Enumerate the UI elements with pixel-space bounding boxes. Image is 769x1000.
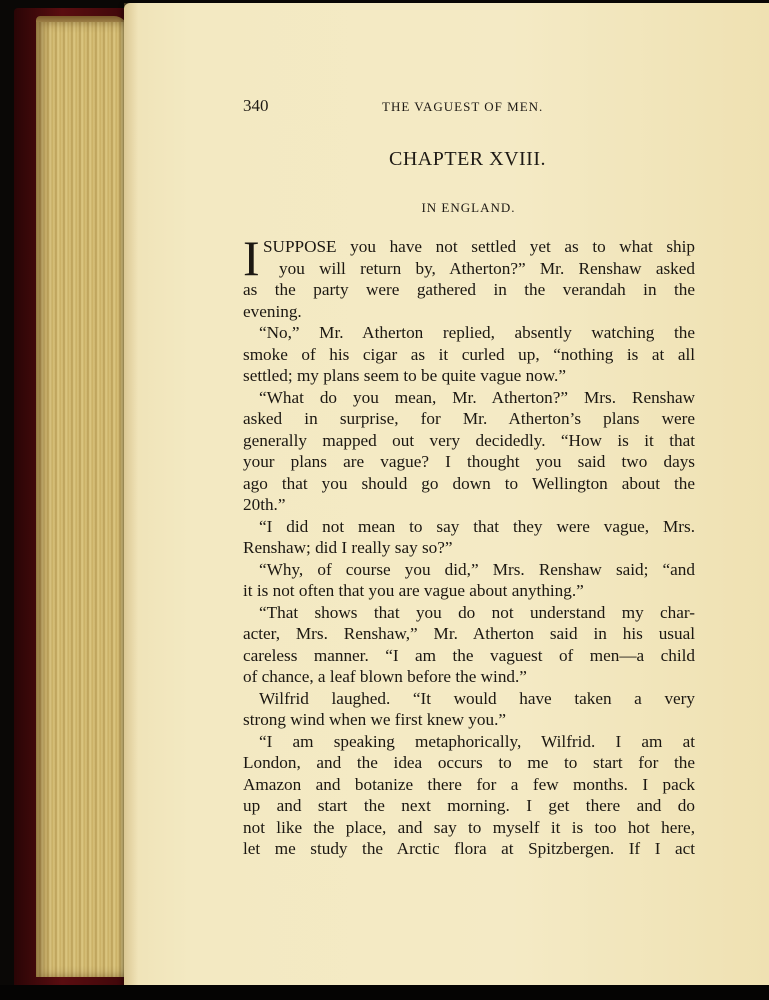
text-line: “I did not mean to say that they were vague, Mrs. xyxy=(259,516,695,536)
text-line: generally mapped out very decidedly. “How is it that xyxy=(243,430,695,450)
text-line: let me study the Arctic flora at Spitzbergen. If I act xyxy=(243,839,695,858)
text-line: as the party were gathered in the verandah in the xyxy=(243,280,695,299)
text-line: evening. xyxy=(243,301,302,321)
text-line: your plans are vague? I thought you said two days xyxy=(243,452,695,471)
page-gutter-shadow xyxy=(124,3,138,988)
chapter-title-text: IN ENGLAND. xyxy=(421,200,516,215)
page-header xyxy=(243,96,694,118)
chapter-number: CHAPTER XVIII. xyxy=(389,148,546,170)
text-line: “What do you mean, Mr. Atherton?” Mrs. Renshaw xyxy=(259,387,695,407)
text-line: “Why, of course you did,” Mrs. Renshaw said; “and xyxy=(259,559,695,579)
page-number: 340 xyxy=(243,96,269,115)
chapter-heading xyxy=(243,148,694,171)
text-line: “I am speaking metaphorically, Wilfrid. I am at xyxy=(259,731,695,751)
body-text xyxy=(243,230,695,860)
text-line: Wilfrid laughed. “It would have taken a very xyxy=(259,688,695,708)
running-title: THE VAGUEST OF MEN. xyxy=(382,99,544,114)
text-line: “No,” Mr. Atherton replied, absently watching the xyxy=(259,323,695,342)
page-block-edges xyxy=(36,22,128,977)
text-line: it is not often that you are vague about anything.” xyxy=(243,581,584,600)
text-line: up and start the next morning. I get there and do xyxy=(243,796,695,815)
text-line: strong wind when we first knew you.” xyxy=(243,710,507,729)
drop-cap: I xyxy=(243,230,260,286)
text-line: Amazon and botanize there for a few months. I pack xyxy=(243,774,695,794)
text-line: careless manner. “I am the vaguest of men—a child xyxy=(243,645,695,665)
text-line: ago that you should go down to Wellington about the xyxy=(243,473,695,493)
text-line: “That shows that you do not understand my char- xyxy=(259,602,695,622)
background-surface xyxy=(0,985,769,1000)
text-line: 20th.” xyxy=(243,495,286,514)
text-line: smoke of his cigar as it curled up, “nothing is at all xyxy=(243,344,695,364)
text-line: you will return by, Atherton?” Mr. Renshaw asked xyxy=(279,258,695,278)
text-line: of chance, a leaf blown before the wind.” xyxy=(243,667,527,686)
text-line: not like the place, and say to myself it is too hot here, xyxy=(243,817,695,837)
text-line: asked in surprise, for Mr. Atherton’s plans were xyxy=(243,409,695,428)
text-line: acter, Mrs. Renshaw,” Mr. Atherton said in his usual xyxy=(243,624,695,643)
chapter-title xyxy=(243,200,694,216)
text-line: Renshaw; did I really say so?” xyxy=(243,538,453,557)
text-line: London, and the idea occurs to me to start for the xyxy=(243,753,695,772)
text-line: SUPPOSE you have not settled yet as to what ship xyxy=(263,237,695,256)
text-line: settled; my plans seem to be quite vague now.” xyxy=(243,366,566,385)
